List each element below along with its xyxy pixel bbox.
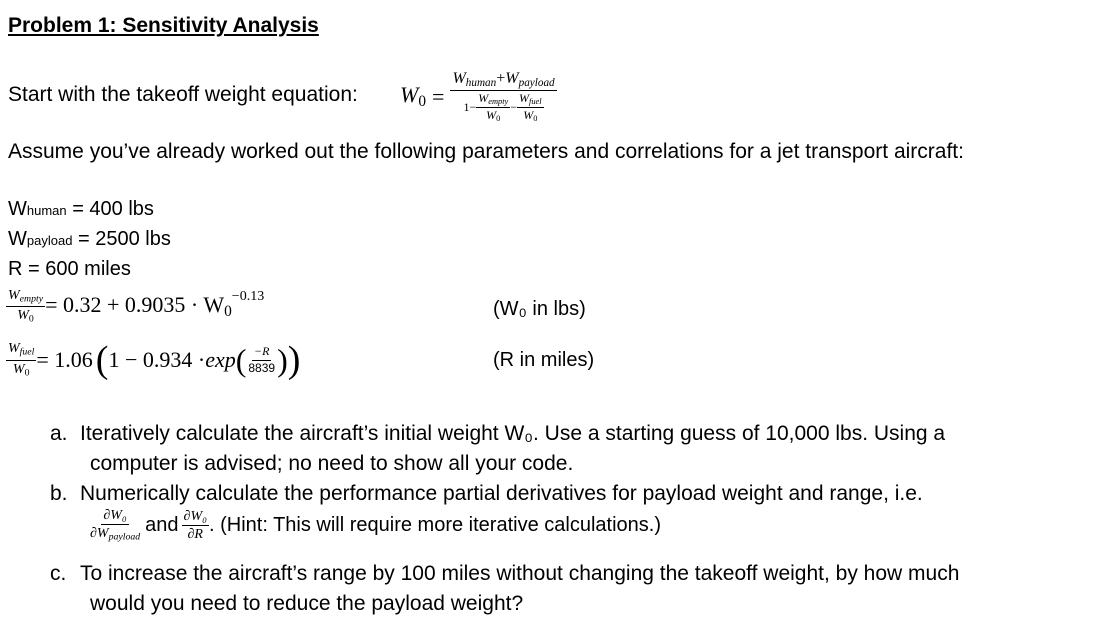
derivative-range: $\frac{\text{∂W₀}}{\partial R}$ <box>183 508 207 543</box>
fuel-weight-fraction: $\frac{W_{fuel}}{W_0}$ <box>8 341 35 378</box>
main-fraction <box>450 70 556 124</box>
fuel-inner-expression: 1 − 0.934 · <box>108 347 206 372</box>
param-range: R = 600 miles <box>8 258 131 280</box>
takeoff-weight-equation <box>400 70 557 124</box>
empty-weight-note: (W₀ in lbs) <box>493 298 586 320</box>
question-b <box>50 481 923 507</box>
empty-fraction: $\frac{W_{empty}}{W_0}$ <box>478 91 509 124</box>
question-c <box>50 561 959 587</box>
question-c-line1: To increase the aircraft’s range by 100 miles without changing the takeoff weight, by how much <box>80 562 960 585</box>
main-numerator: $W_{human}+W_{payload}$ <box>450 70 556 91</box>
problem-title: Problem 1: Sensitivity Analysis <box>8 14 319 37</box>
question-a-line1: Iteratively calculate the aircraft’s initial weight W₀. Use a starting guess of 10,000 lbs. Using a <box>80 422 946 445</box>
question-b-marker: b. <box>50 482 68 505</box>
fuel-coefficient: = 1.06 <box>36 347 93 372</box>
equals-sign: = <box>432 83 445 109</box>
question-b-derivatives <box>88 508 661 544</box>
exp-paren-right: ) <box>277 341 288 378</box>
exp-paren-left: ( <box>235 341 247 378</box>
param-w-human: Whuman = 400 lbs <box>8 198 154 220</box>
question-a-line2: computer is advised; no need to show all your code. <box>90 452 574 475</box>
derivative-payload: $\frac{\text{∂W₀}}{\partial W_{payload}}$ <box>90 508 141 543</box>
question-a-marker: a. <box>50 422 68 445</box>
empty-weight-rhs: = $0.32 + 0.9035 \cdot W_0^{-0.13}$ <box>45 288 265 321</box>
lhs-symbol: $W_0$ <box>400 82 427 111</box>
outer-paren-right: ) <box>287 339 301 381</box>
param-w-payload: Wpayload = 2500 lbs <box>8 228 171 250</box>
intro-text: Start with the takeoff weight equation: <box>8 83 358 106</box>
assume-text: Assume you’ve already worked out the following parameters and correlations for a jet transport aircraft: <box>8 140 964 163</box>
and-text: and <box>145 514 179 537</box>
question-b-line1: Numerically calculate the performance partial derivatives for payload weight and range, i.e. <box>80 482 923 505</box>
empty-weight-fraction: $\frac{W_{empty}}{W_0}$ <box>8 288 44 325</box>
empty-weight-correlation <box>6 288 264 325</box>
exp-argument-fraction: $\frac{-R}{8839}$ <box>248 344 276 375</box>
hint-text: . (Hint: This will require more iterative calculations.) <box>208 514 661 537</box>
outer-paren-left: ( <box>95 339 109 381</box>
question-c-line2: would you need to reduce the payload weight? <box>90 592 524 615</box>
exp-function: exp <box>205 347 236 372</box>
main-denominator: 1− $\frac{W_{empty}}{W_0}$ − $\frac{W_{fuel}}{W_0}$ <box>463 91 542 124</box>
fuel-weight-note: (R in miles) <box>493 349 595 371</box>
fuel-weight-correlation <box>6 338 300 382</box>
question-c-marker: c. <box>50 562 67 585</box>
question-a <box>50 421 945 447</box>
fuel-fraction: $\frac{W_{fuel}}{W_0}$ <box>519 91 542 124</box>
